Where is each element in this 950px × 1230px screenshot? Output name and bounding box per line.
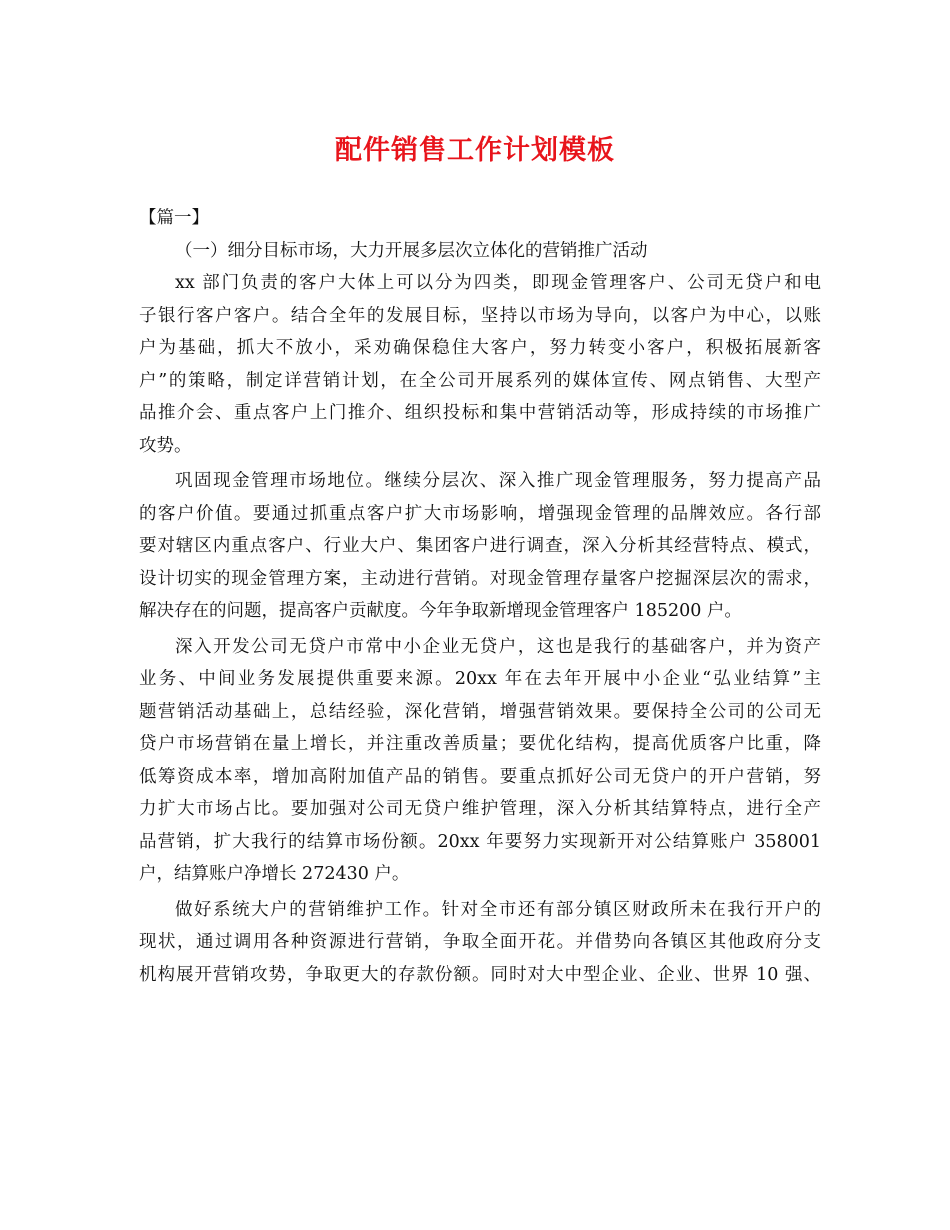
paragraph-line: 要对辖区内重点客户、行业大户、集团客户进行调查，深入分析其经营特点、模式， <box>139 536 821 556</box>
paragraph-line: 深入开发公司无贷户市常中小企业无贷户，这也是我行的基础客户，并为资产 <box>175 636 821 657</box>
paragraph-line: xx 部门负责的客户大体上可以分为四类，即现金管理客户、公司无贷户和电 <box>175 273 821 293</box>
paragraph-line: 解决存在的问题，提高客户贡献度。今年争取新增现金管理客户 185200 户。 <box>139 601 742 621</box>
paragraph-line: 做好系统大户的营销维护工作。针对全市还有部分镇区财政所未在我行开户的 <box>175 899 821 920</box>
paragraph-line: 力扩大市场占比。要加强对公司无贷户维护管理，深入分析其结算特点，进行全产 <box>139 799 821 819</box>
subsection-heading: （一）细分目标市场，大力开展多层次立体化的营销推广活动 <box>175 240 648 261</box>
section-heading: 【篇一】 <box>139 208 209 228</box>
paragraph-line: 低筹资成本率，增加高附加值产品的销售。要重点抓好公司无贷户的开户营销，努 <box>139 766 821 787</box>
paragraph-line: 现状，通过调用各种资源进行营销，争取全面开花。并借势向各镇区其他政府分支 <box>139 932 821 952</box>
paragraph-line: 巩固现金管理市场地位。继续分层次、深入推广现金管理服务，努力提高产品 <box>175 471 821 491</box>
paragraph-line: 品推介会、重点客户上门推介、组织投标和集中营销活动等，形成持续的市场推广 <box>139 403 821 423</box>
paragraph-line: 子银行客户客户。结合全年的发展目标，坚持以市场为导向，以客户为中心，以账 <box>139 305 821 326</box>
paragraph-line: 户为基础，抓大不放小，采劝确保稳住大客户，努力转变小客户，积极拓展新客 <box>139 338 821 358</box>
paragraph-line: 品营销，扩大我行的结算市场份额。20xx 年要努力实现新开对公结算账户 358001 <box>139 831 821 852</box>
paragraph-line: 机构展开营销攻势，争取更大的存款份额。同时对大中型企业、企业、世界 10 强、 <box>139 964 821 985</box>
paragraph-line: 题营销活动基础上，总结经验，深化营销，增强营销效果。要保持全公司的公司无 <box>139 701 821 722</box>
paragraph-line: 的客户价值。要通过抓重点客户扩大市场影响，增强现金管理的品牌效应。各行部 <box>139 503 821 524</box>
paragraph-line: 户，结算账户净增长 272430 户。 <box>139 864 410 884</box>
paragraph-line: 业务、中间业务发展提供重要来源。20xx 年在去年开展中小企业“弘业结算”主 <box>139 669 821 689</box>
paragraph-line: 攻势。 <box>139 435 192 456</box>
document-body <box>139 202 821 991</box>
paragraph-line: 设计切实的现金管理方案，主动进行营销。对现金管理存量客户挖掘深层次的需求， <box>139 568 821 589</box>
document-title: 配件销售工作计划模板 <box>335 135 615 166</box>
paragraph-line: 户”的策略，制定详营销计划，在全公司开展系列的媒体宣传、网点销售、大型产 <box>139 370 821 391</box>
paragraph-line: 贷户市场营销在量上增长，并注重改善质量；要优化结构，提高优质客户比重，降 <box>139 734 821 754</box>
